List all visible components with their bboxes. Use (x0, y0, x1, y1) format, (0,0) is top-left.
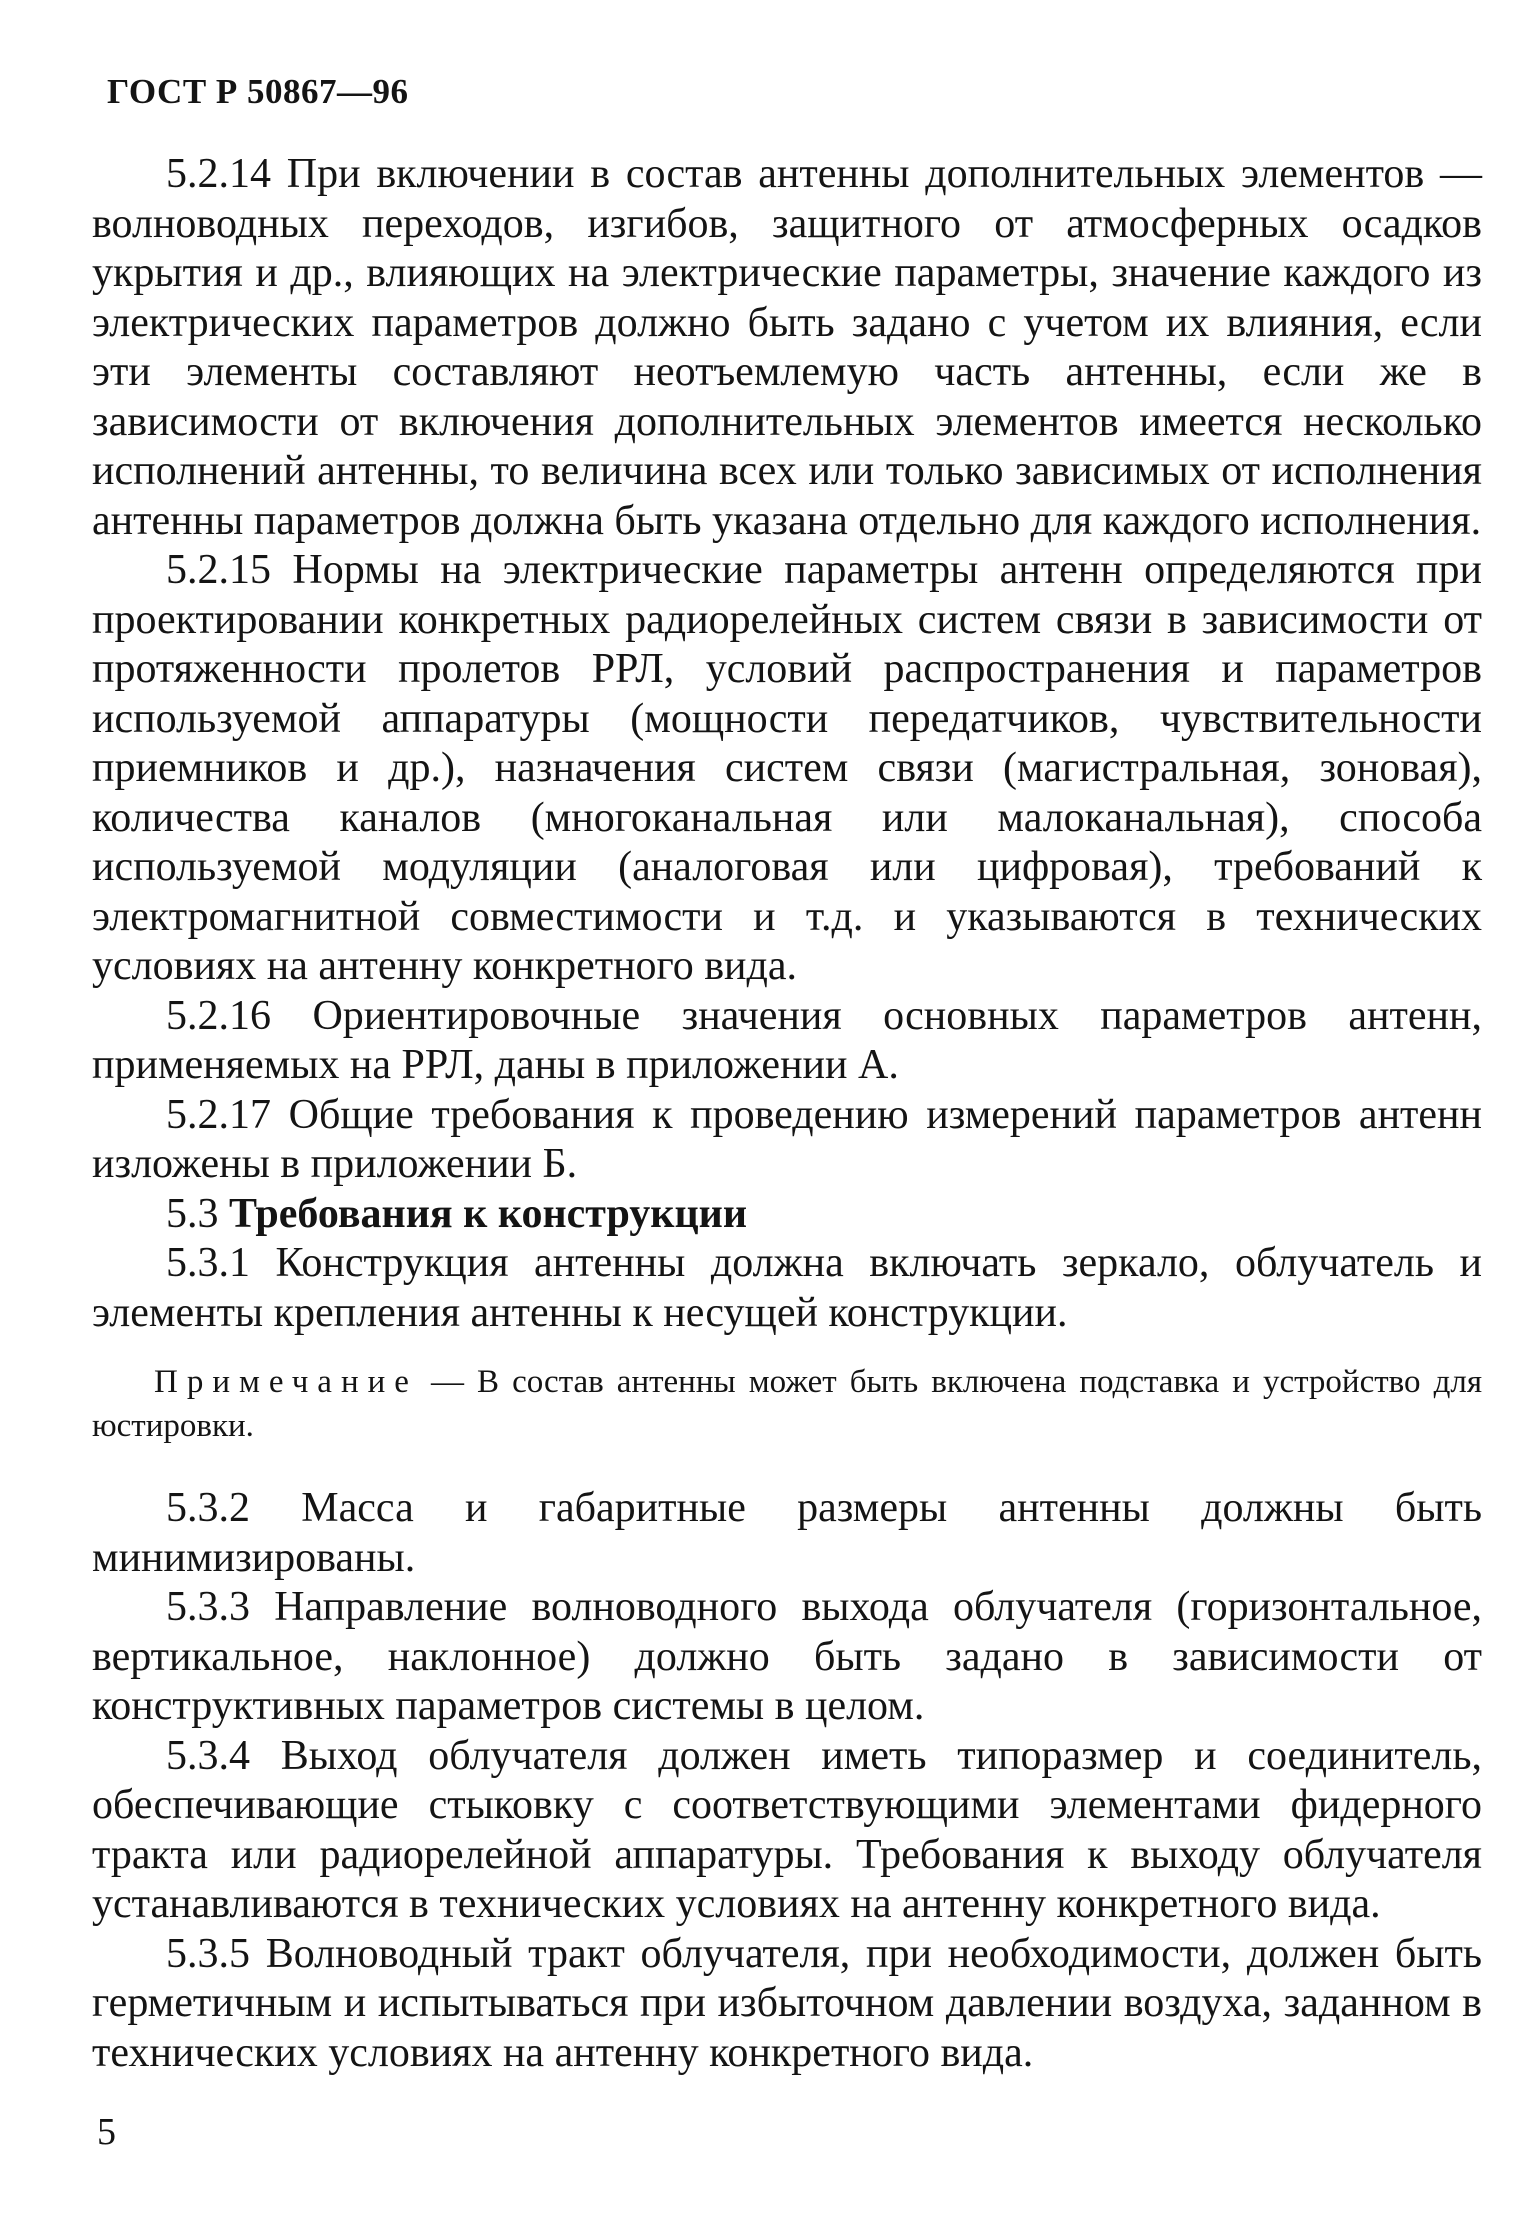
paragraph-5-2-16: 5.2.16 Ориентировочные значения основных параметров антенн, применяемых на РРЛ, даны в приложении А. (92, 992, 1482, 1088)
paragraph-5-3-3: 5.3.3 Направление волноводного выхода облучателя (горизонтальное, вертикальное, наклонное) должно быть задано в зависимости от конструктивных параметров системы в целом. (92, 1584, 1482, 1729)
note-label: Примечание (154, 1364, 418, 1400)
note-dash: — (417, 1364, 478, 1400)
paragraph-5-2-15: 5.2.15 Нормы на электрические параметры антенн определяются при проектировании конкретных радиорелейных систем связи в зависимости от протяженности пролетов РРЛ, условий распространения и параметров используемой аппаратуры (мощности передатчиков, чувствительности приемников и др.), назначения систем связи (магистральная, зоновая), количества каналов (многоканальная или малоканальная), способа используемой модуляции (аналоговая или цифровая), требований к электромагнитной совместимости и т.д. и указываются в технических условиях на антенну конкретного вида. (92, 547, 1482, 989)
document-body (92, 150, 1482, 2078)
page-number: 5 (97, 2111, 116, 2153)
standard-designation: ГОСТ Р 50867—96 (107, 72, 409, 111)
note (92, 1360, 1482, 1448)
paragraph-5-2-17: 5.2.17 Общие требования к проведению измерений параметров антенн изложены в приложении Б. (92, 1091, 1482, 1187)
section-number: 5.3 (166, 1190, 219, 1237)
note-text: В состав антенны может быть включена подставка и устройство для юстировки. (92, 1364, 1483, 1444)
section-heading (92, 1190, 1482, 1240)
paragraph-5-3-1: 5.3.1 Конструкция антенны должна включать зеркало, облучатель и элементы крепления антенны к несущей конструкции. (92, 1240, 1482, 1336)
paragraph-5-3-4: 5.3.4 Выход облучателя должен иметь типоразмер и соединитель, обеспечивающие стыковку с соответствующими элементами фидерного тракта или радиорелейной аппаратуры. Требования к выходу облучателя устанавливаются в технических условиях на антенну конкретного вида. (92, 1732, 1482, 1927)
paragraph-5-2-14: 5.2.14 При включении в состав антенны дополнительных элементов — волноводных переходов, изгибов, защитного от атмосферных осадков укрытия и др., влияющих на электрические параметры, значение каждого из электрических параметров должно быть задано с учетом их влияния, если эти элементы составляют неотъемлемую часть антенны, если же в зависимости от включения дополнительных элементов имеется несколько исполнений антенны, то величина всех или только зависимых от исполнения антенны параметров должна быть указана отдельно для каждого исполнения. (92, 151, 1482, 544)
section-title: Требования к конструкции (229, 1190, 748, 1237)
paragraph-5-3-2: 5.3.2 Масса и габаритные размеры антенны должны быть минимизированы. (92, 1485, 1482, 1581)
paragraph-5-3-5: 5.3.5 Волноводный тракт облучателя, при необходимости, должен быть герметичным и испытываться при избыточном давлении воздуха, заданном в технических условиях на антенну конкретного вида. (92, 1930, 1482, 2076)
